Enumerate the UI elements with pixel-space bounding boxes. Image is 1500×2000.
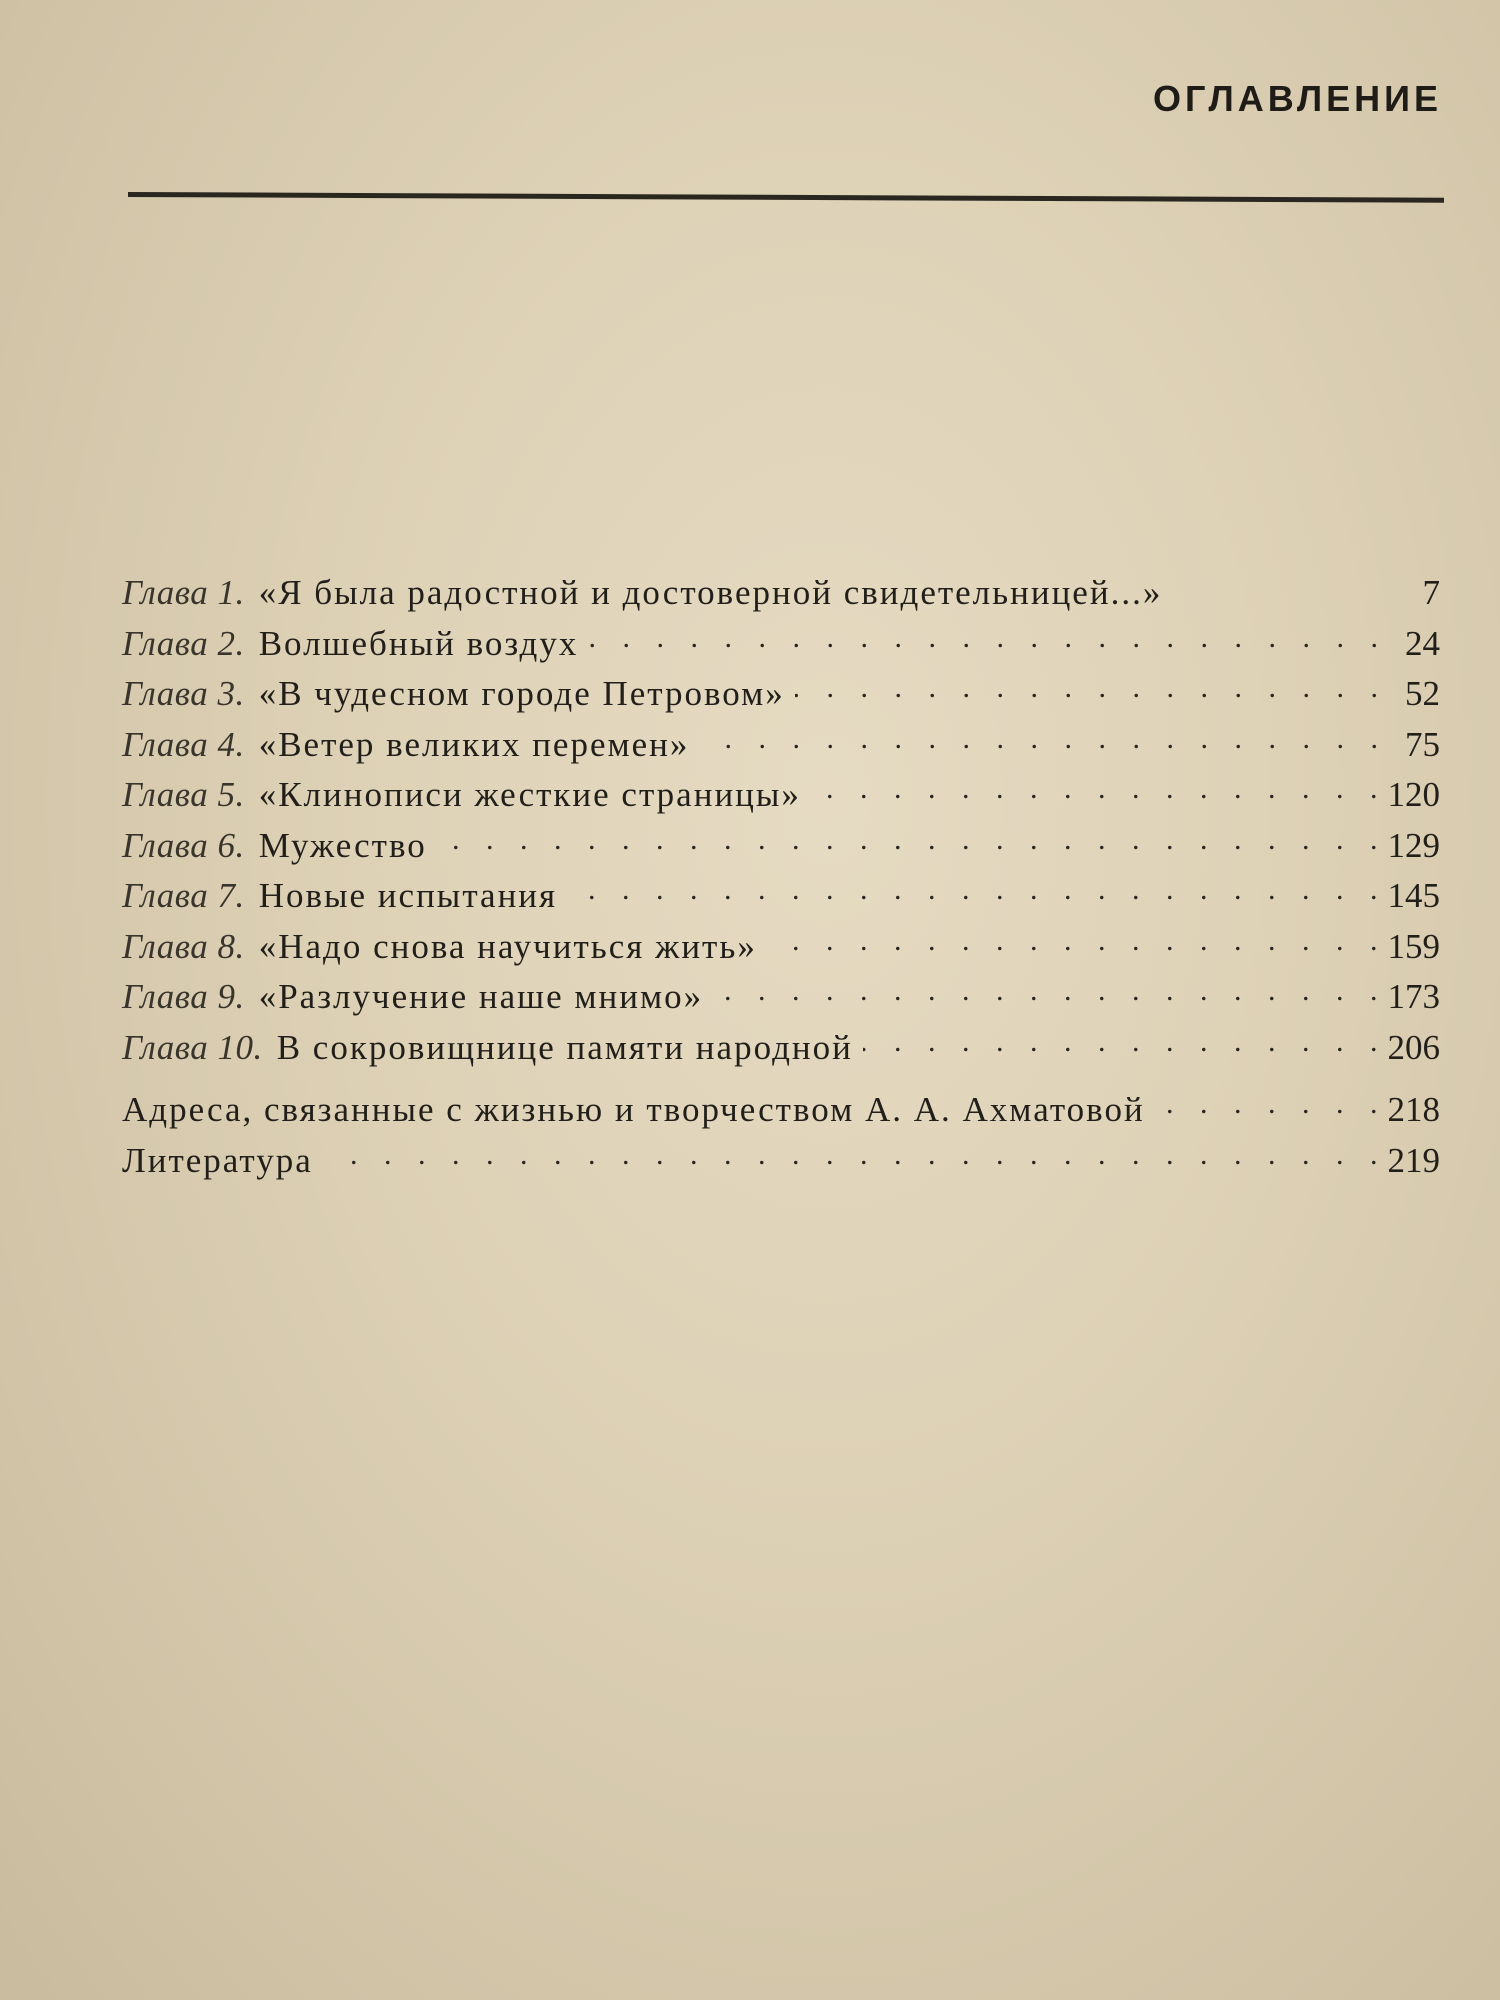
chapter-label: Глава 4. <box>122 724 245 764</box>
chapter-label: Глава 9. <box>122 977 245 1016</box>
page-number: 145 <box>1387 876 1440 915</box>
chapter-title: «Надо снова научиться жить» <box>258 926 757 966</box>
toc-entry-chapter-7[interactable] <box>122 873 1440 924</box>
table-of-contents <box>122 570 1440 1188</box>
chapter-title: «Разлучение наше мнимо» <box>258 977 704 1016</box>
chapter-title: «Клинописи жесткие страницы» <box>258 775 801 814</box>
toc-entry-addresses[interactable] <box>122 1087 1440 1138</box>
toc-entry-literature[interactable] <box>122 1138 1440 1189</box>
chapter-label: Глава 5. <box>122 775 245 814</box>
chapter-label: Глава 8. <box>122 926 245 966</box>
chapter-title: «Я была радостной и достоверной свидетельницей...» <box>258 573 1163 612</box>
page-number: 7 <box>1422 573 1440 612</box>
chapter-label: Глава 7. <box>122 876 245 915</box>
chapter-label: Глава 6. <box>122 825 245 865</box>
chapter-title: «В чудесном городе Петровом» <box>258 674 785 713</box>
page-number: 206 <box>1387 1027 1440 1067</box>
toc-entry-chapter-2[interactable] <box>122 621 1440 672</box>
dot-leader <box>767 924 1378 958</box>
page-number: 173 <box>1387 977 1440 1016</box>
chapter-title: «Ветер великих перемен» <box>258 724 690 764</box>
chapter-label: Глава 1. <box>122 573 245 612</box>
dot-leader <box>699 722 1378 756</box>
page-number: 218 <box>1387 1090 1440 1129</box>
dot-leader <box>567 873 1377 907</box>
page-number: 120 <box>1387 775 1440 814</box>
toc-entry-chapter-9[interactable] <box>122 974 1440 1025</box>
toc-entry-chapter-4[interactable] <box>122 722 1440 773</box>
dot-leader <box>323 1138 1378 1172</box>
chapter-title: Новые испытания <box>258 876 558 915</box>
chapter-title: Волшебный воздух <box>258 623 579 663</box>
page-number: 24 <box>1405 623 1440 663</box>
toc-entry-chapter-5[interactable] <box>122 772 1440 823</box>
dot-leader <box>588 621 1378 655</box>
page-number: 52 <box>1405 674 1440 713</box>
chapter-label: Глава 2. <box>122 623 245 663</box>
chapter-label: Глава 10. <box>122 1027 263 1067</box>
chapter-label: Глава 3. <box>122 674 245 713</box>
toc-entry-chapter-8[interactable] <box>122 924 1440 975</box>
dot-leader <box>713 974 1377 1008</box>
toc-entry-chapter-1[interactable] <box>122 570 1440 621</box>
page-title: ОГЛАВЛЕНИЕ <box>1152 78 1442 119</box>
dot-leader <box>795 671 1378 705</box>
dot-leader <box>863 1025 1378 1059</box>
page-number: 219 <box>1387 1140 1440 1180</box>
chapter-title: Мужество <box>258 825 427 865</box>
page-number: 129 <box>1387 825 1440 865</box>
toc-entry-chapter-3[interactable] <box>122 671 1440 722</box>
page-number: 75 <box>1405 724 1440 764</box>
section-title: Адреса, связанные с жизнью и творчеством А. А. Ахматовой <box>122 1090 1145 1129</box>
section-title: Литература <box>122 1140 313 1180</box>
dot-leader <box>1155 1087 1378 1121</box>
chapter-title: В сокровищнице памяти народной <box>276 1027 853 1067</box>
dot-leader <box>811 772 1378 806</box>
toc-entry-chapter-6[interactable] <box>122 823 1440 874</box>
toc-entry-chapter-10[interactable] <box>122 1025 1440 1076</box>
page-number: 159 <box>1387 926 1440 966</box>
dot-leader <box>437 823 1378 857</box>
